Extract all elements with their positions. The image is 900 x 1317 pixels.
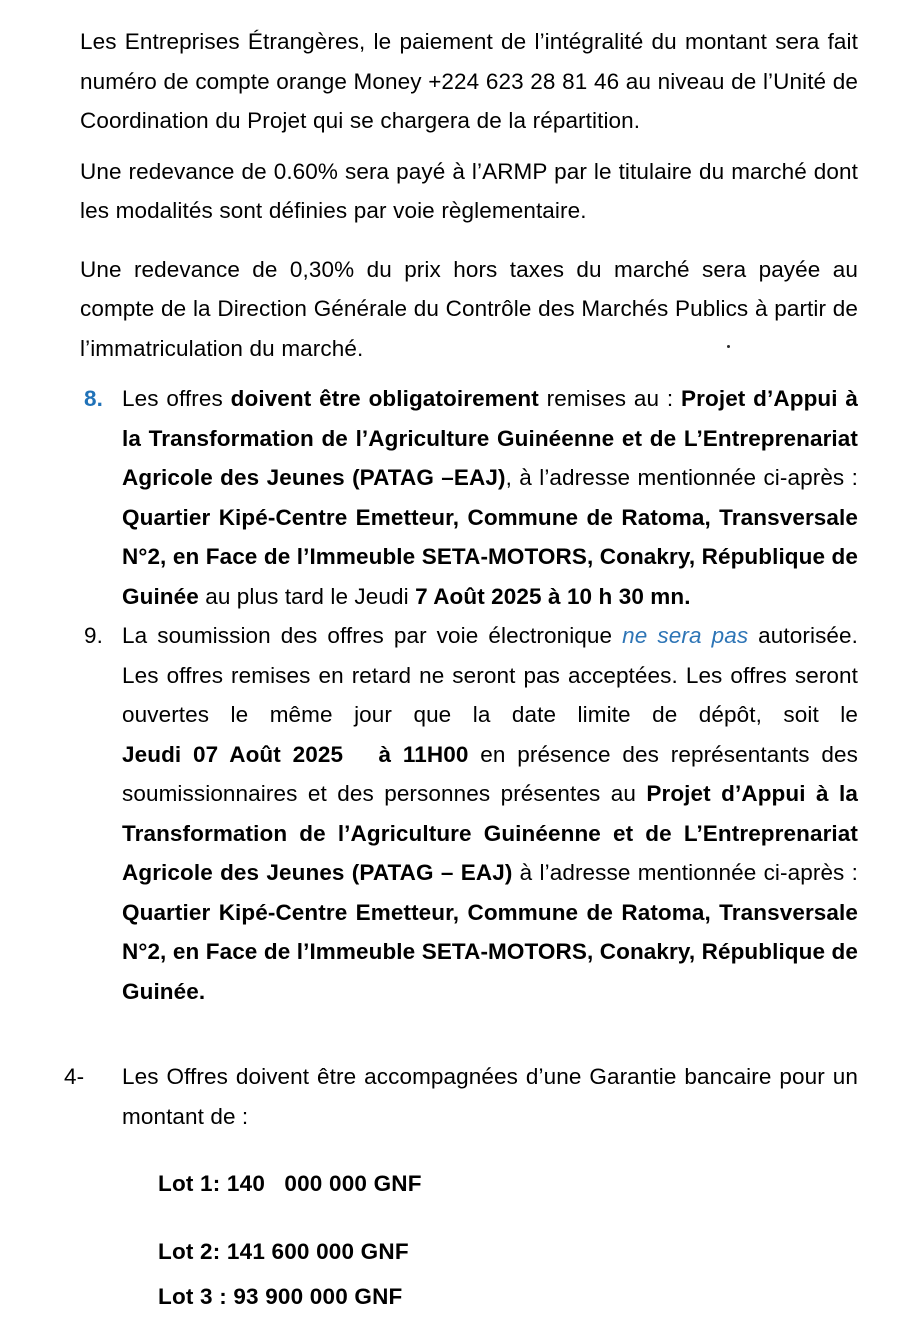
list-marker-4: 4- xyxy=(64,1064,85,1089)
item9-run-6-bold-project-name: Projet d’Appui à la Transformation de l’Agriculture Guinéenne et de L’Entreprenariat Agricole des Jeunes (PATAG – EAJ) xyxy=(122,781,858,885)
spacer xyxy=(42,1136,858,1164)
list-item-4 xyxy=(42,1057,858,1136)
spacer xyxy=(42,231,858,250)
lot-3-amount: Lot 3 : 93 900 000 GNF xyxy=(158,1284,403,1309)
spacer xyxy=(42,1011,858,1057)
item8-run-1: Les offres xyxy=(122,386,231,411)
item9-run-8-bold-address: Quartier Kipé-Centre Emetteur, Commune de Ratoma, Transversale N°2, en Face de l’Immeuble SETA-MOTORS, Conakry, République de Guinée. xyxy=(122,899,858,1004)
item9-run-2-blue-italic: ne sera pas xyxy=(622,623,749,648)
item8-run-4-bold-project-name: Projet d’Appui à la Transformation de l’Agriculture Guinéenne et de L’Entreprenariat Agricole des Jeunes (PATAG –EAJ) xyxy=(122,386,859,490)
paragraph-armp-royalty: Une redevance de 0.60% sera payé à l’ARMP par le titulaire du marché dont les modalités sont définies par voie règlementaire. xyxy=(80,158,858,223)
item4-run-1: Les Offres doivent être accompagnées d’une Garantie bancaire pour un montant de : xyxy=(122,1064,858,1129)
list-marker-8: 8. xyxy=(84,386,103,411)
item8-run-6-bold-address: Quartier Kipé-Centre Emetteur, Commune de Ratoma, Transversale N°2, en Face de l’Immeuble SETA-MOTORS, Conakry, République de Guinée xyxy=(122,504,858,609)
item9-run-5: en présence des représentants des soumissionnaires et des personnes présentes au xyxy=(122,741,858,806)
item9-run-3: autorisée. Les offres remises en retard ne seront pas acceptées. Les offres seront ouvertes le même jour que la date limite de dépôt, soit le xyxy=(122,623,858,727)
list-item-8 xyxy=(42,379,858,616)
lot-1-amount: Lot 1: 140 000 000 GNF xyxy=(158,1171,422,1196)
spacer xyxy=(42,141,858,152)
item8-run-7: au plus tard le Jeudi xyxy=(198,583,416,609)
stray-dot-artifact xyxy=(727,345,730,348)
item8-run-8-bold-deadline: 7 Août 2025 à 10 h 30 mn. xyxy=(415,583,691,609)
item9-run-1: La soumission des offres par voie électronique xyxy=(122,623,623,648)
lot-2-amount: Lot 2: 141 600 000 GNF xyxy=(158,1238,409,1264)
paragraph-foreign-companies-payment: Les Entreprises Étrangères, le paiement de l’intégralité du montant sera fait numéro de compte orange Money +224 623 28 81 46 au niveau de l’Unité de Coordination du Projet qui se chargera de la répartition. xyxy=(80,29,858,133)
item8-run-2-bold: doivent être obligatoirement xyxy=(230,386,539,411)
item8-run-5: , à l’adresse mentionnée ci-après : xyxy=(505,465,858,490)
item8-run-3: remises au : xyxy=(538,386,682,411)
list-marker-9: 9. xyxy=(84,623,103,648)
spacer xyxy=(42,368,858,379)
paragraph-dgcmp-royalty: Une redevance de 0,30% du prix hors taxes du marché sera payée au compte de la Direction Générale du Contrôle des Marchés Publics à partir de l’immatriculation du marché. xyxy=(80,256,858,361)
item9-run-4-bold-opening-datetime: Jeudi 07 Août 2025 à 11H00 xyxy=(122,741,469,767)
spacer xyxy=(42,1204,858,1232)
item9-run-7: à l’adresse mentionnée ci-après : xyxy=(512,860,859,885)
list-item-9 xyxy=(42,616,858,1011)
